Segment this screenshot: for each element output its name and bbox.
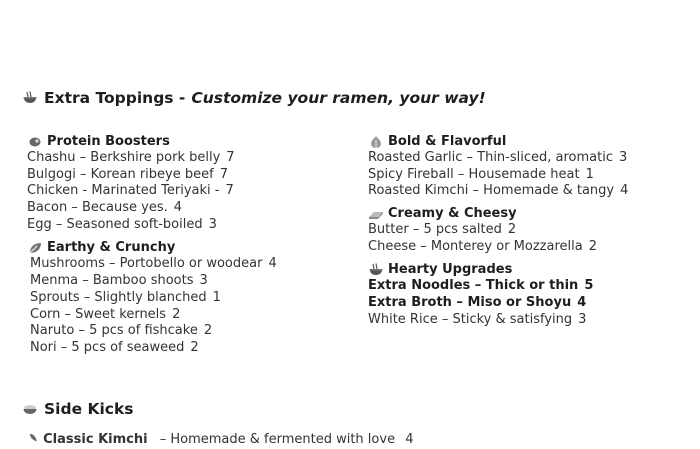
section-earthy-crunchy (27, 239, 277, 356)
menu-item: Bacon – Because yes. 4 (27, 200, 183, 216)
menu-item: Nori – 5 pcs of seaweed 2 (30, 339, 199, 355)
left-column (27, 133, 277, 357)
menu-item: Menma – Bamboo shoots 3 (30, 273, 208, 289)
ramen-bowl-icon (22, 90, 38, 106)
menu-item: Chicken - Marinated Teriyaki - 7 (27, 183, 234, 199)
section-hearty-upgrades (368, 261, 628, 328)
menu-item: Mushrooms – Portobello or woodear 4 (30, 256, 277, 272)
section-title: Hearty Upgrades (368, 261, 628, 278)
menu-item: Sprouts – Slightly blanched 1 (30, 289, 221, 305)
right-column (368, 133, 628, 329)
section-title: Protein Boosters (27, 133, 277, 150)
section-title: Earthy & Crunchy (27, 239, 277, 256)
sidekick-item: Classic Kimchi – Homemade & fermented with love 4 (27, 431, 414, 448)
menu-item: Naruto – 5 pcs of fishcake 2 (30, 323, 213, 339)
menu-item: Extra Broth – Miso or Shoyu 4 (368, 295, 587, 311)
menu-item: Roasted Garlic – Thin-sliced, aromatic 3 (368, 150, 628, 165)
sidekicks-title: Side Kicks (44, 400, 134, 418)
toppings-subtitle: Customize your ramen, your way! (191, 89, 486, 107)
menu-item: Corn – Sweet kernels 2 (30, 306, 181, 322)
menu-item: Bulgogi – Korean ribeye beef 7 (27, 166, 228, 182)
garlic-icon (368, 134, 384, 150)
section-bold-flavorful (368, 133, 628, 200)
menu-item: Spicy Fireball – Housemade heat 1 (368, 166, 594, 182)
section-creamy-cheesy (368, 205, 628, 255)
menu-item: Extra Noodles – Thick or thin 5 (368, 278, 594, 294)
menu-item: Cheese – Monterey or Mozzarella 2 (368, 238, 597, 254)
section-protein-boosters (27, 133, 277, 233)
toppings-heading (22, 89, 486, 107)
menu-item: Chashu – Berkshire pork belly 7 (27, 150, 235, 165)
menu-item: Egg – Seasoned soft-boiled 3 (27, 216, 217, 232)
menu-item: Butter – 5 pcs salted 2 (368, 222, 517, 238)
section-title: Creamy & Cheesy (368, 205, 628, 222)
ramen-bowl-icon (368, 262, 384, 278)
sidekicks-heading (22, 400, 134, 418)
rice-bowl-icon (22, 401, 38, 417)
menu-item: White Rice – Sticky & satisfying 3 (368, 311, 587, 327)
toppings-title: Extra Toppings - (44, 89, 186, 107)
menu-item: Roasted Kimchi – Homemade & tangy 4 (368, 183, 629, 199)
chili-icon (27, 431, 39, 443)
leaf-icon (27, 240, 43, 256)
meat-icon (27, 134, 43, 150)
section-title: Bold & Flavorful (368, 133, 628, 150)
butter-icon (368, 206, 384, 222)
